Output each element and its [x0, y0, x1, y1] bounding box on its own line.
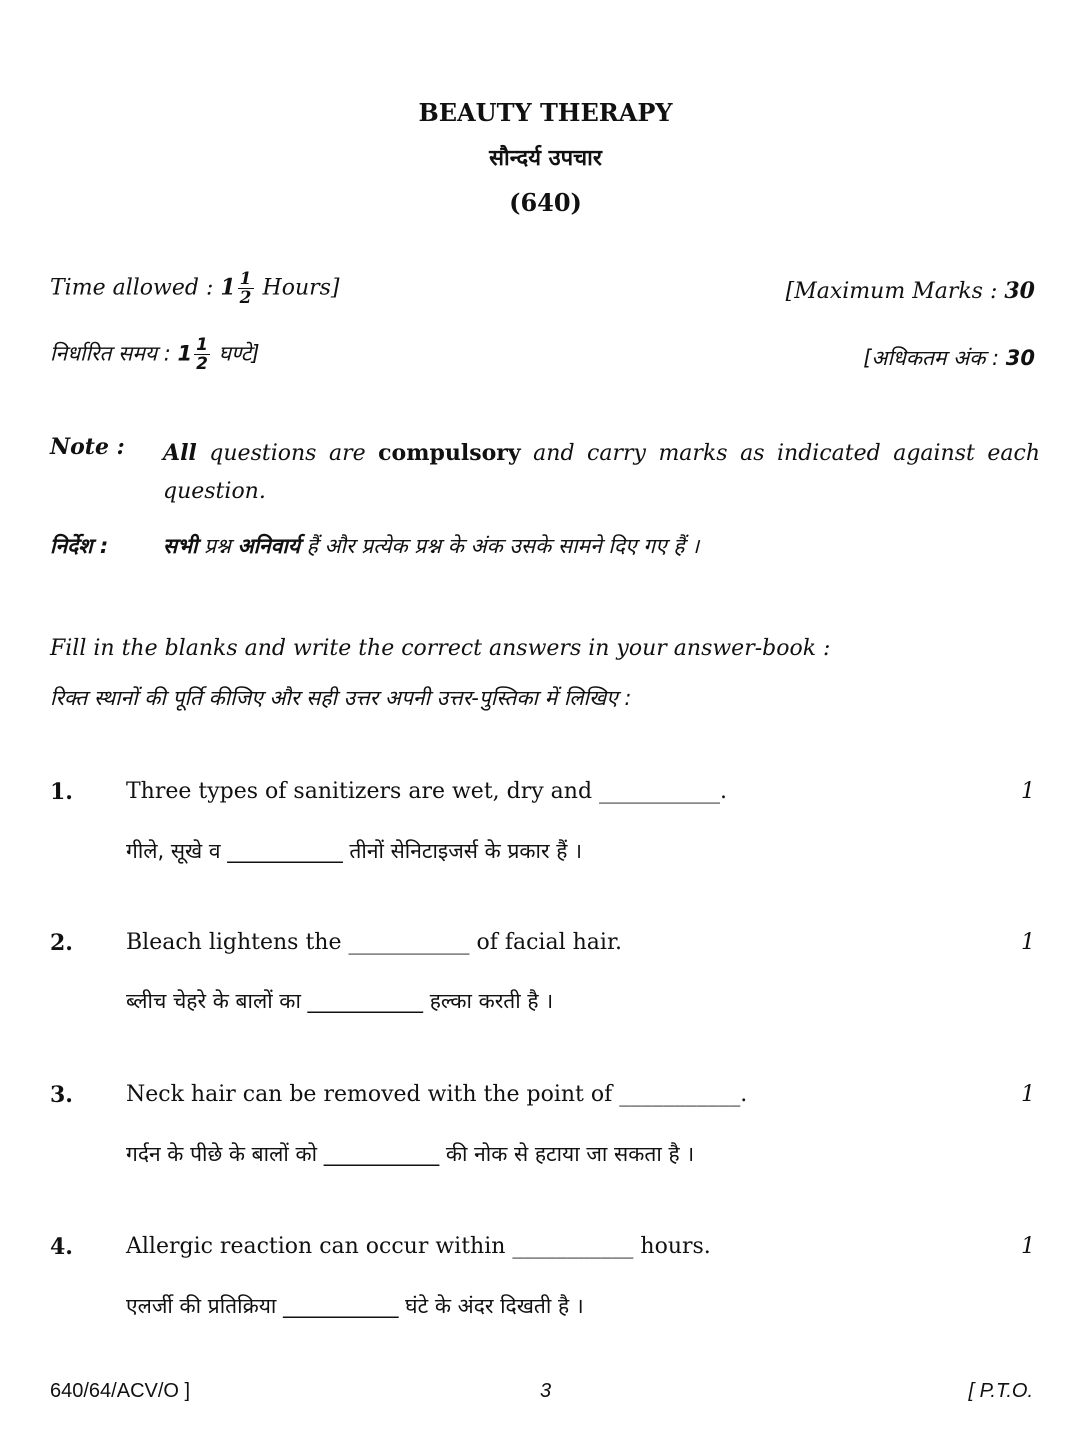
question-3-text: Neck hair can be removed with the point of ___________.	[126, 1082, 748, 1107]
fraction-denominator-hindi: 2	[196, 354, 208, 374]
note-compulsory: compulsory	[378, 440, 521, 466]
time-allowed-suffix: Hours]	[255, 275, 340, 301]
time-allowed	[50, 270, 340, 307]
time-allowed-hindi	[50, 336, 260, 373]
note-part1: questions are	[196, 441, 379, 466]
note-text-hindi	[163, 532, 1040, 560]
maximum-marks-value-hindi: 30	[1005, 346, 1035, 370]
note-label-hindi: निर्देश :	[50, 534, 109, 558]
note-part2-hindi: हैं और प्रत्येक प्रश्न के अंक उसके सामने दिए गए हैं ।	[300, 534, 700, 558]
note-text	[163, 434, 1040, 511]
paper-title: BEAUTY THERAPY	[418, 98, 673, 127]
question-1-text: Three types of sanitizers are wet, dry and ___________.	[126, 779, 728, 804]
maximum-marks-value: 30	[1004, 278, 1035, 304]
question-4-marks: 1	[1021, 1234, 1035, 1259]
question-1-number: 1.	[50, 779, 73, 805]
paper-title-hindi: सौन्दर्य उपचार	[489, 146, 602, 171]
fraction-denominator: 2	[239, 288, 252, 308]
question-4-text: Allergic reaction can occur within ___________ hours.	[126, 1234, 711, 1259]
footer-paper-code: 640/64/ACV/O ]	[50, 1380, 191, 1402]
question-3-text-hindi: गर्दन के पीछे के बालों को ___________ की नोक से हटाया जा सकता है ।	[126, 1142, 695, 1166]
maximum-marks	[786, 278, 1035, 304]
time-allowed-prefix-hindi: निर्धारित समय :	[50, 341, 178, 366]
fraction-numerator: 1	[239, 269, 252, 289]
note-all: All	[163, 440, 197, 466]
time-allowed-whole: 1	[220, 274, 236, 301]
question-1-text-hindi: गीले, सूखे व ___________ तीनों सेनिटाइजर्स के प्रकार हैं ।	[126, 839, 583, 863]
note-all-hindi: सभी	[163, 534, 198, 558]
instruction-english: Fill in the blanks and write the correct answers in your answer-book :	[50, 636, 831, 661]
note-part1-hindi: प्रश्न	[197, 534, 238, 558]
subject-code: (640)	[509, 188, 582, 217]
question-2-text-hindi: ब्लीच चेहरे के बालों का ___________ हल्का करती है ।	[126, 989, 554, 1013]
question-4-number: 4.	[50, 1234, 73, 1260]
question-3-number: 3.	[50, 1082, 73, 1108]
time-allowed-whole-hindi: 1	[177, 341, 193, 366]
time-allowed-suffix-hindi: घण्टे]	[211, 341, 260, 366]
maximum-marks-hindi	[863, 344, 1035, 372]
question-2-number: 2.	[50, 930, 73, 956]
note-compulsory-hindi: अनिवार्य	[237, 534, 300, 558]
footer-page-number: 3	[539, 1380, 552, 1402]
question-2-marks: 1	[1021, 930, 1035, 955]
question-3-marks: 1	[1021, 1082, 1035, 1107]
maximum-marks-prefix-hindi: [अधिकतम अंक :	[863, 346, 1006, 370]
note-label: Note :	[50, 434, 125, 460]
time-allowed-fraction	[238, 270, 254, 307]
question-2-text: Bleach lightens the ___________ of facial hair.	[126, 930, 623, 955]
footer-pto: [ P.T.O.	[968, 1380, 1033, 1402]
question-4-text-hindi: एलर्जी की प्रतिक्रिया ___________ घंटे के अंदर दिखती है ।	[126, 1294, 584, 1318]
maximum-marks-prefix: [Maximum Marks :	[785, 279, 1005, 304]
note-part2: and carry marks as indicated against each question.	[163, 441, 1040, 504]
instruction-hindi: रिक्त स्थानों की पूर्ति कीजिए और सही उत्तर अपनी उत्तर-पुस्तिका में लिखिए :	[50, 686, 632, 710]
time-allowed-fraction-hindi	[194, 336, 210, 373]
fraction-numerator-hindi: 1	[196, 335, 208, 355]
question-1-marks: 1	[1021, 779, 1035, 804]
time-allowed-prefix: Time allowed :	[50, 275, 221, 301]
